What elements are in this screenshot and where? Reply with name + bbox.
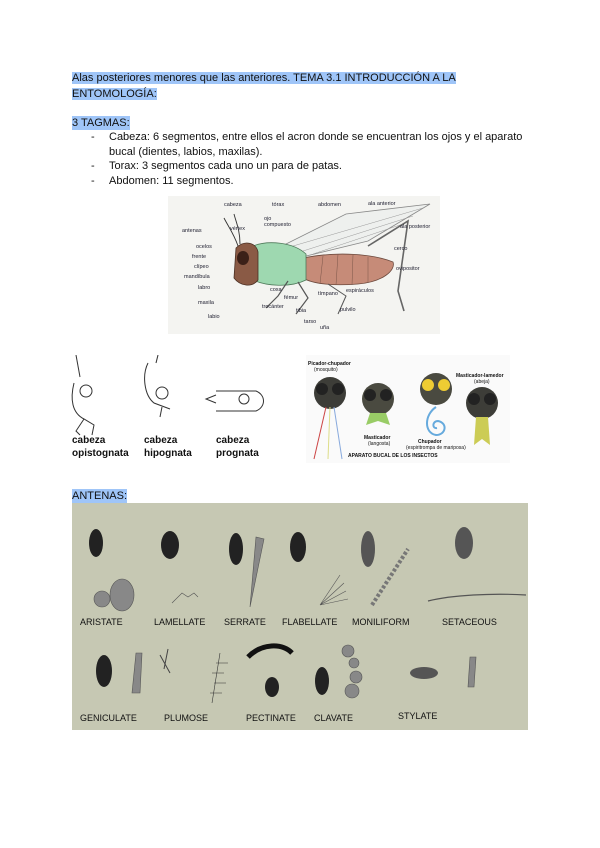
antenna-label-setaceous: SETACEOUS — [442, 617, 497, 627]
tagmas-list — [91, 130, 531, 188]
geniculate-insect — [96, 655, 112, 687]
head-type-2-line1: cabeza — [144, 435, 178, 446]
svg-text:cerco: cerco — [394, 246, 408, 252]
antenna-label-aristate: ARISTATE — [80, 617, 123, 627]
grasshopper-anatomy-svg — [168, 196, 440, 334]
mouth-label-4-sub: (espiritrompa de mariposa) — [406, 445, 466, 451]
antennae-types-figure — [72, 503, 528, 730]
svg-text:pulvilo: pulvilo — [340, 307, 356, 313]
svg-text:mandíbula: mandíbula — [184, 274, 210, 280]
tagma-torax: Torax: 3 segmentos cada uno un para de patas. — [109, 160, 342, 172]
svg-text:ojo: ojo — [264, 216, 272, 222]
antenas-heading: ANTENAS: — [72, 490, 128, 502]
svg-text:tarso: tarso — [304, 319, 317, 325]
grasshopper-anatomy-figure — [168, 196, 440, 334]
svg-text:tímpano: tímpano — [318, 291, 338, 297]
abdomen-shape — [303, 254, 393, 285]
list-item: - Abdomen: 11 segmentos. — [91, 174, 234, 187]
list-item: - Torax: 3 segmentos cada uno un para de patas. — [91, 160, 342, 172]
head-shape — [234, 243, 258, 285]
head-type-1-line2: opistognata — [72, 448, 129, 459]
head-types-figure — [66, 355, 280, 465]
antennae-types-svg — [72, 503, 528, 730]
mouth-label-3: Masticador — [364, 435, 391, 441]
svg-text:labio: labio — [208, 314, 220, 320]
serrate-insect — [229, 533, 243, 565]
svg-text:ala anterior: ala anterior — [368, 201, 396, 207]
head-type-3-line1: cabeza — [216, 435, 250, 446]
svg-text:clípeo: clípeo — [194, 264, 209, 270]
svg-text:trocánter: trocánter — [262, 304, 284, 310]
clavate-insect — [315, 667, 329, 695]
head-type-3-line2: prognata — [216, 448, 259, 459]
mouthparts-figure — [306, 355, 510, 463]
stylate-insect — [410, 667, 438, 679]
svg-text:tórax: tórax — [272, 202, 285, 208]
mouthparts-svg — [306, 355, 510, 463]
svg-text:ovipositor: ovipositor — [396, 266, 420, 272]
svg-text:abdomen: abdomen — [318, 202, 341, 208]
flabellate-insect — [290, 532, 306, 562]
mouthparts-caption: APARATO BUCAL DE LOS INSECTOS — [348, 453, 438, 459]
list-item: - Cabeza: 6 segmentos, entre ellos el acron donde se encuentran los ojos y el aparato bucal (dientes, labios, maxilas). — [91, 131, 523, 158]
antenna-label-pectinate: PECTINATE — [246, 713, 296, 723]
svg-text:ocelos: ocelos — [196, 244, 212, 250]
mouth-label-3-sub: (langosta) — [368, 441, 391, 447]
svg-text:frente: frente — [192, 254, 207, 260]
mouth-label-1: Picador-chupador — [308, 361, 351, 367]
svg-text:ala posterior: ala posterior — [400, 224, 431, 230]
svg-text:antenas: antenas — [182, 228, 202, 234]
svg-text:tibia: tibia — [296, 308, 307, 314]
setaceous-insect — [455, 527, 473, 559]
aristate-insect — [89, 529, 103, 557]
svg-text:compuesto: compuesto — [264, 222, 291, 228]
lamellate-insect — [161, 531, 179, 559]
moniliform-insect — [361, 531, 375, 567]
antenna-label-serrate: SERRATE — [224, 617, 266, 627]
compound-eye — [237, 251, 249, 265]
page-title — [72, 71, 492, 102]
head-type-2-line2: hipognata — [144, 448, 192, 459]
svg-text:maxila: maxila — [198, 300, 214, 306]
tagma-cabeza: Cabeza: 6 segmentos, entre ellos el acron donde se encuentran los ojos y el aparato bucal (dientes, labios, maxilas). — [109, 131, 523, 158]
antenna-label-moniliform: MONILIFORM — [352, 617, 410, 627]
pectinate-insect — [265, 677, 279, 697]
svg-text:labro: labro — [198, 285, 211, 291]
antenna-label-lamellate: LAMELLATE — [154, 617, 206, 627]
mouth-label-1-sub: (mosquito) — [314, 367, 338, 373]
tagmas-heading: 3 TAGMAS: — [72, 117, 130, 129]
svg-text:coxa: coxa — [270, 287, 282, 293]
antenna-label-stylate: STYLATE — [398, 711, 438, 721]
svg-text:uña: uña — [320, 325, 330, 331]
svg-text:fémur: fémur — [284, 295, 299, 301]
antenna-label-clavate: CLAVATE — [314, 713, 354, 723]
mouth-label-4: Chupador — [418, 439, 442, 445]
thorax-shape — [253, 243, 306, 286]
mouth-label-2: Masticador-lamedor — [456, 373, 504, 379]
title-line-2: ENTOMOLOGÍA: — [72, 87, 157, 100]
svg-text:cabeza: cabeza — [224, 202, 242, 208]
antenna-label-flabellate: FLABELLATE — [282, 617, 338, 627]
antenna-label-geniculate: GENICULATE — [80, 713, 137, 723]
svg-text:vértex: vértex — [230, 226, 245, 232]
svg-text:espiráculos: espiráculos — [346, 288, 374, 294]
head-types-svg — [66, 355, 280, 465]
antenna-label-plumose: PLUMOSE — [164, 713, 209, 723]
title-line-1: Alas posteriores menores que las anteriores. TEMA 3.1 INTRODUCCIÓN A LA — [72, 72, 456, 84]
head-type-1-line1: cabeza — [72, 435, 106, 446]
tagma-abdomen: Abdomen: 11 segmentos. — [109, 174, 234, 187]
mouth-label-2-sub: (abeja) — [474, 379, 490, 385]
